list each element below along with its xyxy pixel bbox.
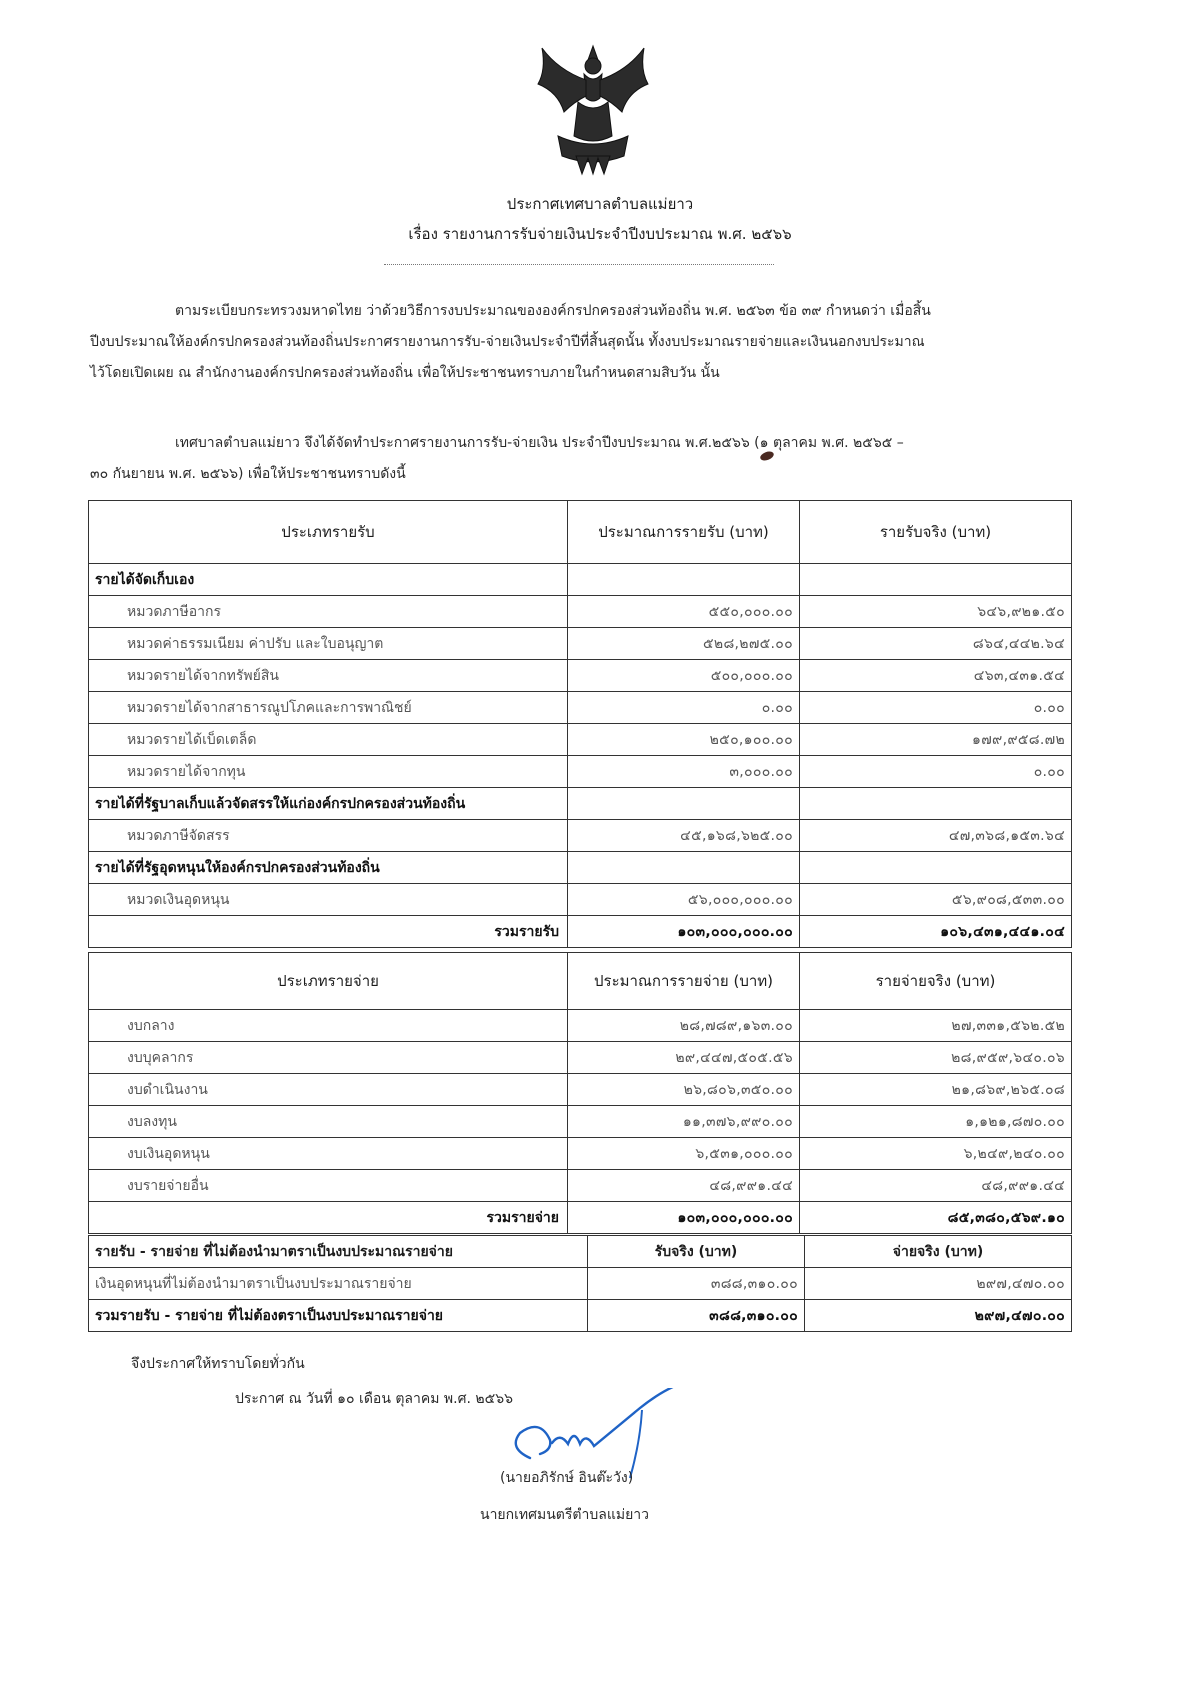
estimate-value: ๒๘,๗๘๙,๑๖๓.๐๐ — [568, 1010, 800, 1042]
table-row — [89, 724, 1072, 756]
nonbudget-table — [88, 1235, 1072, 1332]
total-row — [89, 916, 1072, 948]
actual-value: ๖,๒๔๙,๒๔๐.๐๐ — [800, 1138, 1072, 1170]
paragraph-line: ตามระเบียบกระทรวงมหาดไทย ว่าด้วยวิธีการงบประมาณขององค์กรปกครองส่วนท้องถิ่น พ.ศ. ๒๕๖๓ ข้อ ๓๙ กำหนดว่า เมื่อสิ้น — [175, 303, 931, 319]
item-name: หมวดรายได้เบ็ดเตล็ด — [89, 724, 568, 756]
actual-value: ๔๖๓,๔๓๑.๕๔ — [800, 660, 1072, 692]
actual-value: ๒๘,๙๕๙,๖๔๐.๐๖ — [800, 1042, 1072, 1074]
estimate-value: ๒๖,๘๐๖,๓๕๐.๐๐ — [568, 1074, 800, 1106]
estimate-value: ๑๑,๓๗๖,๙๙๐.๐๐ — [568, 1106, 800, 1138]
total-row — [89, 1202, 1072, 1234]
item-name: งบลงทุน — [89, 1106, 568, 1138]
item-name: หมวดภาษีอากร — [89, 596, 568, 628]
actual-value: ๑,๑๒๑,๘๗๐.๐๐ — [800, 1106, 1072, 1138]
item-name: งบดำเนินงาน — [89, 1074, 568, 1106]
closing-text: จึงประกาศให้ทราบโดยทั่วกัน — [131, 1356, 305, 1372]
estimate-value: ๕๒๘,๒๗๕.๐๐ — [568, 628, 800, 660]
intro-paragraph — [90, 296, 1062, 389]
title-divider — [384, 264, 774, 265]
estimate-value: ๒๕๐,๑๐๐.๐๐ — [568, 724, 800, 756]
expense-table — [88, 952, 1072, 1234]
actual-value: ๔๗,๓๖๘,๑๕๓.๖๔ — [800, 820, 1072, 852]
table-row — [89, 1074, 1072, 1106]
income-table — [88, 500, 1072, 948]
actual-value: ๐.๐๐ — [800, 692, 1072, 724]
category-row — [89, 852, 1072, 884]
item-name: หมวดรายได้จากสาธารณูปโภคและการพาณิชย์ — [89, 692, 568, 724]
estimate-value: ๕๐๐,๐๐๐.๐๐ — [568, 660, 800, 692]
total-actual: ๑๐๖,๔๓๑,๔๔๑.๐๔ — [800, 916, 1072, 948]
column-header: ประมาณการรายรับ (บาท) — [568, 501, 800, 564]
category-label: รายได้ที่รัฐอุดหนุนให้องค์กรปกครองส่วนท้องถิ่น — [89, 852, 568, 884]
total-received: ๓๘๘,๓๑๐.๐๐ — [588, 1300, 805, 1332]
table-header-row — [89, 501, 1072, 564]
estimate-value: ๓,๐๐๐.๐๐ — [568, 756, 800, 788]
table-row — [89, 692, 1072, 724]
category-label: รายได้จัดเก็บเอง — [89, 564, 568, 596]
column-header: ประเภทรายรับ — [89, 501, 568, 564]
table-row — [89, 820, 1072, 852]
total-actual: ๘๕,๓๘๐,๕๖๙.๑๐ — [800, 1202, 1072, 1234]
actual-value: ๕๖,๙๐๘,๕๓๓.๐๐ — [800, 884, 1072, 916]
actual-value: ๐.๐๐ — [800, 756, 1072, 788]
column-header: รายจ่ายจริง (บาท) — [800, 953, 1072, 1010]
paragraph-line: เทศบาลตำบลแม่ยาว จึงได้จัดทำประกาศรายงานการรับ-จ่ายเงิน ประจำปีงบประมาณ พ.ศ.๒๕๖๖ (๑ ตุลาคม พ.ศ. ๒๕๖๕ – — [175, 435, 904, 451]
actual-value: ๒๗,๓๓๑,๕๖๒.๕๒ — [800, 1010, 1072, 1042]
total-label: รวมรายรับ - รายจ่าย ที่ไม่ต้องตราเป็นงบประมาณรายจ่าย — [89, 1300, 588, 1332]
signer-name: (นายอภิรักษ์ อินต๊ะวัง) — [500, 1470, 634, 1486]
column-header: รับจริง (บาท) — [588, 1236, 805, 1268]
item-name: งบรายจ่ายอื่น — [89, 1170, 568, 1202]
item-name: งบเงินอุดหนุน — [89, 1138, 568, 1170]
item-name: หมวดรายได้จากทรัพย์สิน — [89, 660, 568, 692]
item-name: หมวดค่าธรรมเนียม ค่าปรับ และใบอนุญาต — [89, 628, 568, 660]
table-row — [89, 1042, 1072, 1074]
column-header: รายรับจริง (บาท) — [800, 501, 1072, 564]
table-row — [89, 884, 1072, 916]
announcement-title: ประกาศเทศบาลตำบลแม่ยาว — [506, 195, 694, 213]
column-header: จ่ายจริง (บาท) — [805, 1236, 1072, 1268]
statement-paragraph — [90, 428, 1062, 490]
received-value: ๓๘๘,๓๑๐.๐๐ — [588, 1268, 805, 1300]
estimate-value: ๖,๕๓๑,๐๐๐.๐๐ — [568, 1138, 800, 1170]
announcement-subject: เรื่อง รายงานการรับจ่ายเงินประจำปีงบประมาณ พ.ศ. ๒๕๖๖ — [408, 225, 792, 243]
garuda-emblem — [528, 40, 658, 178]
total-row — [89, 1300, 1072, 1332]
actual-value: ๒๑,๘๖๙,๒๖๕.๐๘ — [800, 1074, 1072, 1106]
estimate-value: ๔๘,๙๙๑.๔๔ — [568, 1170, 800, 1202]
item-name: งบกลาง — [89, 1010, 568, 1042]
item-name: หมวดรายได้จากทุน — [89, 756, 568, 788]
total-label: รวมรายรับ — [89, 916, 568, 948]
table-row — [89, 1170, 1072, 1202]
table-header-row — [89, 1236, 1072, 1268]
estimate-value: ๕๕๐,๐๐๐.๐๐ — [568, 596, 800, 628]
estimate-value: ๐.๐๐ — [568, 692, 800, 724]
column-header: ประเภทรายจ่าย — [89, 953, 568, 1010]
category-row — [89, 788, 1072, 820]
paragraph-line: ไว้โดยเปิดเผย ณ สำนักงานองค์กรปกครองส่วนท้องถิ่น เพื่อให้ประชาชนทราบภายในกำหนดสามสิบวัน นั้น — [90, 365, 720, 381]
actual-value: ๑๗๙,๙๕๘.๗๒ — [800, 724, 1072, 756]
total-label: รวมรายจ่าย — [89, 1202, 568, 1234]
column-header: ประมาณการรายจ่าย (บาท) — [568, 953, 800, 1010]
table-row — [89, 1268, 1072, 1300]
table-row — [89, 756, 1072, 788]
item-name: หมวดภาษีจัดสรร — [89, 820, 568, 852]
table-row — [89, 596, 1072, 628]
item-name: หมวดเงินอุดหนุน — [89, 884, 568, 916]
column-header: รายรับ - รายจ่าย ที่ไม่ต้องนำมาตราเป็นงบประมาณรายจ่าย — [89, 1236, 588, 1268]
total-estimate: ๑๐๓,๐๐๐,๐๐๐.๐๐ — [568, 1202, 800, 1234]
table-row — [89, 660, 1072, 692]
total-estimate: ๑๐๓,๐๐๐,๐๐๐.๐๐ — [568, 916, 800, 948]
category-row — [89, 564, 1072, 596]
paid-value: ๒๙๗,๔๗๐.๐๐ — [805, 1268, 1072, 1300]
announcement-date: ประกาศ ณ วันที่ ๑๐ เดือน ตุลาคม พ.ศ. ๒๕๖๖ — [235, 1391, 513, 1407]
table-row — [89, 1010, 1072, 1042]
item-name: งบบุคลากร — [89, 1042, 568, 1074]
actual-value: ๘๖๔,๔๔๒.๖๔ — [800, 628, 1072, 660]
table-header-row — [89, 953, 1072, 1010]
signer-position: นายกเทศมนตรีตำบลแม่ยาว — [480, 1507, 650, 1523]
estimate-value: ๒๙,๔๔๗,๕๐๕.๕๖ — [568, 1042, 800, 1074]
estimate-value: ๕๖,๐๐๐,๐๐๐.๐๐ — [568, 884, 800, 916]
item-name: เงินอุดหนุนที่ไม่ต้องนำมาตราเป็นงบประมาณรายจ่าย — [89, 1268, 588, 1300]
actual-value: ๖๔๖,๙๒๑.๕๐ — [800, 596, 1072, 628]
paragraph-line: ๓๐ กันยายน พ.ศ. ๒๕๖๖) เพื่อให้ประชาชนทราบดังนี้ — [90, 466, 406, 482]
paragraph-line: ปีงบประมาณให้องค์กรปกครองส่วนท้องถิ่นประกาศรายงานการรับ-จ่ายเงินประจำปีที่สิ้นสุดนั้น ทั้งงบประมาณรายจ่ายและเงินนอกงบประมาณ — [90, 334, 925, 350]
estimate-value: ๔๕,๑๖๘,๖๒๕.๐๐ — [568, 820, 800, 852]
table-row — [89, 1138, 1072, 1170]
table-row — [89, 628, 1072, 660]
actual-value: ๔๘,๙๙๑.๔๔ — [800, 1170, 1072, 1202]
category-label: รายได้ที่รัฐบาลเก็บแล้วจัดสรรให้แก่องค์กรปกครองส่วนท้องถิ่น — [89, 788, 568, 820]
total-paid: ๒๙๗,๔๗๐.๐๐ — [805, 1300, 1072, 1332]
table-row — [89, 1106, 1072, 1138]
